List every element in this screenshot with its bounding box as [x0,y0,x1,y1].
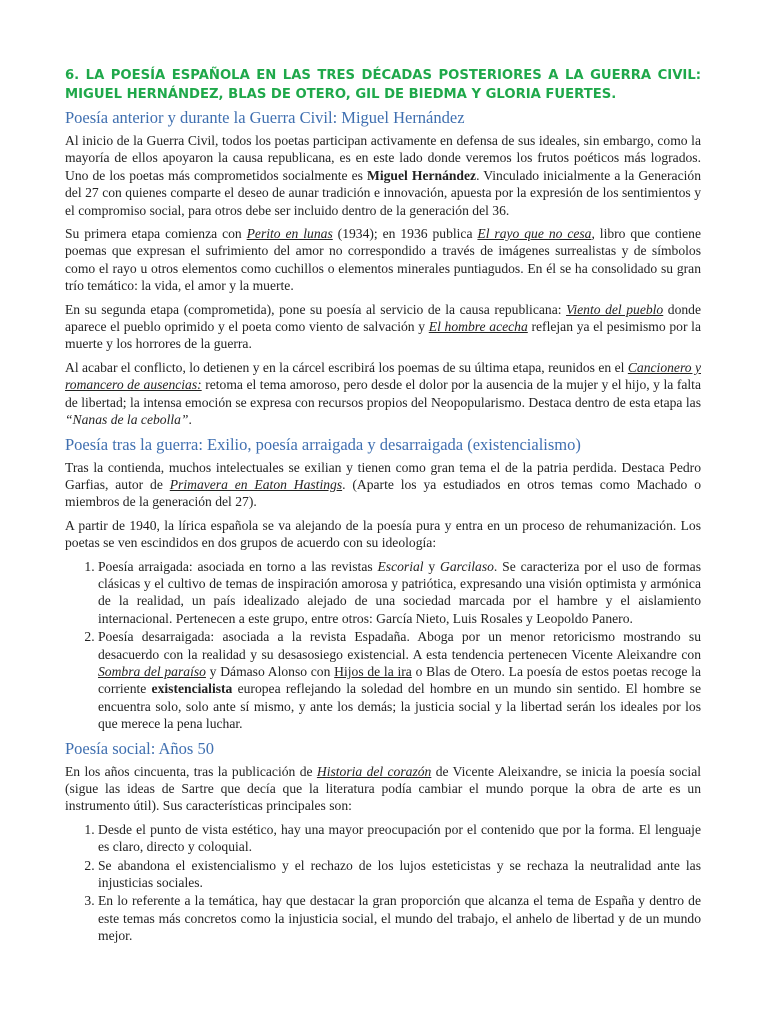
text: y [423,558,441,574]
book-title-primavera: Primavera en Eaton Hastings [169,476,343,492]
text: retoma el tema amoroso, pero desde el dolor por la ausencia de la mujer y el hijo, y la falta de libertad; la intensa emoción se expresa con recursos propios del Neopopularismo. Destaca dentro de esta etapa las [65,377,701,410]
paragraph-first-stage [65,225,701,295]
text: . Se caracteriza por el uso de formas clásicas y el cultivo de temas de inspiración amorosa y patriótica, expresando una visión optimista y armónica de la realidad, un país idealizado alejado de una sociedad marcada por el hambre y el aislamiento internacional. Pertenecen a este grupo, entre otros: García Nieto, Luis Rosales y Leopoldo Panero. [98,558,701,626]
section-heading-hernandez: Poesía anterior y durante la Guerra Civil: Miguel Hernández [65,108,465,127]
book-title-historia: Historia del corazón [316,763,432,779]
book-title-hombre: El hombre acecha [428,319,528,335]
journal-escorial: Escorial [377,558,424,574]
text: En los años cincuenta, tras la publicación de [65,763,317,779]
paragraph-rehumanizacion: A partir de 1940, la lírica española se va alejando de la poesía pura y entra en un proceso de rehumanización. Los poetas se ven escindidos en dos grupos de acuerdo con su ideología: [65,517,701,551]
list-social-features [65,821,701,945]
text: Al inicio de la Guerra Civil, todos los poetas participan activamente en defensa de sus ideales, sin embargo, como la mayoría de ellos apoyaron la causa republicana, es en este lado donde veremos los frutos poéticos más logrados. Uno de los poetas más comprometidos socialmente es [65,133,701,183]
paragraph-intro [65,132,701,219]
book-title-sombra: Sombra del paraíso [98,663,206,679]
text: Tras la contienda, muchos intelectuales se exilian y tienen como gran tema el de la patria perdida. Destaca Pedro Garfias, autor de [65,459,701,492]
text: europea reflejando la soledad del hombre en un mundo sin sentido. El hombre se encuentra solo, solo ante sí mismo, y ante los demás; la justicia social y la libertad serán los ideales por los que merece la pena luchar. [98,681,701,732]
book-title-rayo: El rayo que no cesa [477,226,592,242]
paragraph-second-stage [65,301,701,353]
text: . [188,412,192,428]
text: , libro que contiene poemas que expresan el sufrimiento del amor no correspondido a través de imágenes surrealistas y de símbolos como el rayo u otros elementos como cuchillos o elementos minerales puntiagudos. En él se ha consolidado su gran trío temático: la vida, el amor y la muerte. [65,226,701,294]
text: Al acabar el conflicto, lo detienen y en la cárcel escribirá los poemas de su última etapa, reunidos en el [65,359,628,375]
author-name-bold: Miguel Hernández [367,167,477,183]
text: Su primera etapa comienza con [65,226,247,242]
list-item-arraigada [98,558,701,628]
text: En su segunda etapa (comprometida), pone su poesía al servicio de la causa republicana: [65,301,567,317]
list-poetry-groups [65,558,701,733]
text: . (Aparte los ya estudiados en otros temas como Machado o miembros de la generación del 27). [65,476,701,510]
text: o Blas de Otero. La poesía de estos poetas recoge la corriente [98,663,701,697]
section-heading-social: Poesía social: Años 50 [65,738,214,758]
list-item: 1. Desde el punto de vista estético, hay una mayor preocupación por el contenido que por la forma. El lenguaje es claro, directo y coloquial. [98,821,701,856]
term-existencialista: existencialista [151,681,233,697]
text: Poesía desarraigada: asociada a la revista Espadaña. Aboga por un menor retoricismo mostrando su desacuerdo con la realidad y su desasosiego existencial. A esta tendencia pertenecen Vicente Aleixandre con [98,629,701,662]
document-page [65,66,701,951]
text: y Dámaso Alonso con [205,663,335,679]
text: (1934); en 1936 publica [332,226,478,242]
text: donde aparece el pueblo oprimido y el poeta como viento de salvación y [65,301,701,335]
paragraph-exile [65,459,701,511]
book-title-viento: Viento del pueblo [566,301,664,317]
text: . Vinculado inicialmente a la Generación del 27 con quienes comparte el deseo de aunar tradición e innovación, apuesta por la expresión de los sentimientos y el compromiso social, para otros debe ser incluido dentro de la generación del 36. [65,167,701,218]
page-title: 6. LA POESÍA ESPAÑOLA EN LAS TRES DÉCADAS POSTERIORES A LA GUERRA CIVIL: MIGUEL HERNÁNDEZ, BLAS DE OTERO, GIL DE BIEDMA Y GLORIA FUERTES. [65,68,701,102]
list-item-desarraigada [98,628,701,732]
paragraph-social [65,763,701,815]
text: de Vicente Aleixandre, se inicia la poesía social (sigue las ideas de Sartre que decía que la literatura podía cambiar el mundo porque la obra de arte es un instrumento útil). Sus características principales son: [65,763,702,814]
poem-title-nanas: “Nanas de la cebolla” [65,412,189,428]
text: reflejan ya el pesimismo por la muerte y los horrores de la guerra. [65,319,701,352]
paragraph-last-stage [65,359,701,429]
list-item: 2. Se abandona el existencialismo y el rechazo de los lujos esteticistas y se rechaza la neutralidad ante las injusticias sociales. [98,857,701,892]
journal-garcilaso: Garcilaso [440,558,494,574]
book-title-hijos: Hijos de la ira [334,663,412,679]
section-heading-exilio: Poesía tras la guerra: Exilio, poesía arraigada y desarraigada (existencialismo) [65,434,581,454]
book-title-perito: Perito en lunas [246,226,333,242]
list-item: 3. En lo referente a la temática, hay que destacar la gran proporción que alcanza el tema de España y dentro de este temas más concretos como la injusticia social, el mundo del trabajo, el anhelo de libertad y de un mundo mejor. [98,892,701,944]
text: Poesía arraigada: asociada en torno a las revistas [98,558,378,574]
book-title-cancionero: Cancionero y romancero de ausencias: [65,359,701,393]
